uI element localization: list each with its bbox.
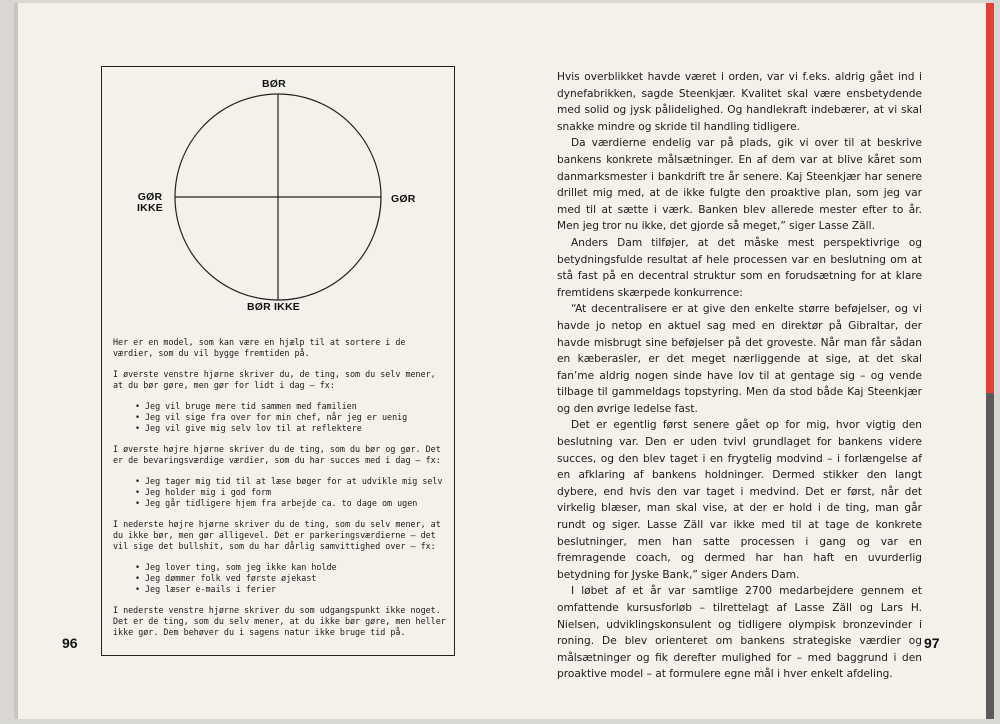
section-text: I øverste venstre hjørne skriver du, de ting, som du selv mener, at du bør gøre, men gør for lidt i dag – fx:	[113, 369, 436, 390]
intro-text: Her er en model, som kan være en hjælp til at sortere i de værdier, som du vil bygge fremtiden på.	[113, 337, 406, 358]
list-item: • Jeg vil bruge mere tid sammen med familien	[137, 401, 447, 412]
model-box	[101, 66, 455, 656]
label-right: GØR	[391, 193, 416, 205]
paragraph: Det er egentlig først senere gået op for mig, hvor vigtig den beslutning var. Den er uden tvivl grundlaget for bankens videre succes, og den blev taget i en frygtelig modvind – i forlængelse af en afklaring af bankens holdninger. Dermed stikker den langt dybere, end hvis den var taget i medvind. Det er først, når det virkelig blæser, man skal vise, at der er hold i de ting, man går rundt og siger. Lasse Zäll var ikke med til at tage de konkrete beslutninger, men han satte processen i gang og var en fremragende coach, og dermed har han haft en uvurderlig betydning for Jyske Bank,” siger Anders Dam.	[557, 419, 922, 581]
paragraph: Da værdierne endelig var på plads, gik vi over til at beskrive bankens konkrete målsætninger. En af dem var at blive kåret som danmarksmester i bankdrift tre år senere. Kaj Steenkjær har senere drillet mig med, at de ikke fulgte den proaktive plan, som jeg var med til at sætte i værk. Banken blev allerede mester efter to år. Men jeg tror nu ikke, det gjorde så meget,” siger Lasse Zäll.	[557, 137, 922, 233]
page-number-right: 97	[924, 635, 940, 651]
list-item: • Jeg dømmer folk ved første øjekast	[137, 573, 447, 584]
edge-red-band	[986, 3, 994, 393]
section-text: I øverste højre hjørne skriver du de ting, som du bør og gør. Det er de bevaringsværdige værdier, som du har succes med i dag – fx:	[113, 444, 441, 465]
label-left-line2: IKKE	[137, 202, 163, 214]
label-bottom: BØR IKKE	[247, 301, 300, 313]
label-top: BØR	[262, 78, 286, 90]
right-page	[504, 3, 986, 719]
page-edge-strip	[986, 3, 994, 719]
example-list	[113, 401, 447, 434]
list-item: • Jeg læser e-mails i ferier	[137, 584, 447, 595]
body-text	[557, 69, 922, 683]
list-item: • Jeg går tidligere hjem fra arbejde ca. to dage om ugen	[137, 498, 447, 509]
list-item: • Jeg tager mig tid til at læse bøger for at udvikle mig selv	[137, 476, 447, 487]
label-left	[130, 192, 170, 214]
paragraph: “At decentralisere er at give den enkelte større beføjelser, og vi havde jo netop en aktuel sag med en direktør på Gibraltar, der havde misbrugt sine beføjelser på det groveste. Når man får sådan en kæberasler, er det meget nærliggende at sige, at det skal fan’me aldrig nogen sinde have lov til at gentage sig – og vende tilbage til gammeldags topstyring. Men da stod både Kaj Steenkjær og den øvrige ledelse fast.	[557, 303, 922, 415]
paragraph: Anders Dam tilføjer, at det måske mest perspektivrige og betydningsfulde resultat af hele processen var en beslutning om at stå fast på en decentral struktur som en forudsætning for at klare fremtidens skærpede konkurrence:	[557, 236, 922, 299]
model-description	[113, 337, 447, 648]
paragraph: Hvis overblikket havde været i orden, var vi f.eks. aldrig gået ind i dynefabrikken, sagde Steenkjær. Kvalitet skal være ensbetydende med solid og jysk pålidelighed. Og handlekraft indebærer, at vi skal snakke mindre og skride til handling tidligere.	[557, 71, 922, 133]
list-item: • Jeg lover ting, som jeg ikke kan holde	[137, 562, 447, 573]
example-list	[113, 476, 447, 509]
section-text: I nederste højre hjørne skriver du de ting, som du selv mener, at du ikke bør, men gør alligevel. Det er parkeringsværdierne – det vil sige det bullshit, som du har dårlig samvittighed over – fx:	[113, 519, 441, 551]
list-item: • Jeg holder mig i god form	[137, 487, 447, 498]
left-page	[14, 3, 505, 719]
page-edge	[14, 3, 18, 719]
list-item: • Jeg vil give mig selv lov til at reflektere	[137, 423, 447, 434]
label-left-line1: GØR	[137, 191, 163, 203]
list-item: • Jeg vil sige fra over for min chef, når jeg er uenig	[137, 412, 447, 423]
page-number-left: 96	[62, 635, 78, 651]
book-spread	[14, 3, 994, 719]
closing-text: I nederste venstre hjørne skriver du som udgangspunkt ikke noget. Det er de ting, som du selv mener, at du ikke bør gøre, men heller ikke gør. Dem behøver du i sagens natur ikke bruge tid på.	[113, 605, 446, 637]
edge-dark-band	[986, 393, 994, 719]
example-list	[113, 562, 447, 595]
paragraph: I løbet af et år var samtlige 2700 medarbejdere gennem et omfattende kursusforløb – tilrettelagt af Lasse Zäll og Lars H. Nielsen, udviklingskonsulent og tidligere olympisk bronzevinder i roning. De blev orienteret om bankens strategiske værdier og målsætninger og fik derefter mulighed for – med baggrund i den proaktive model – at formulere egne mål i hver enkelt afdeling.	[557, 585, 922, 681]
